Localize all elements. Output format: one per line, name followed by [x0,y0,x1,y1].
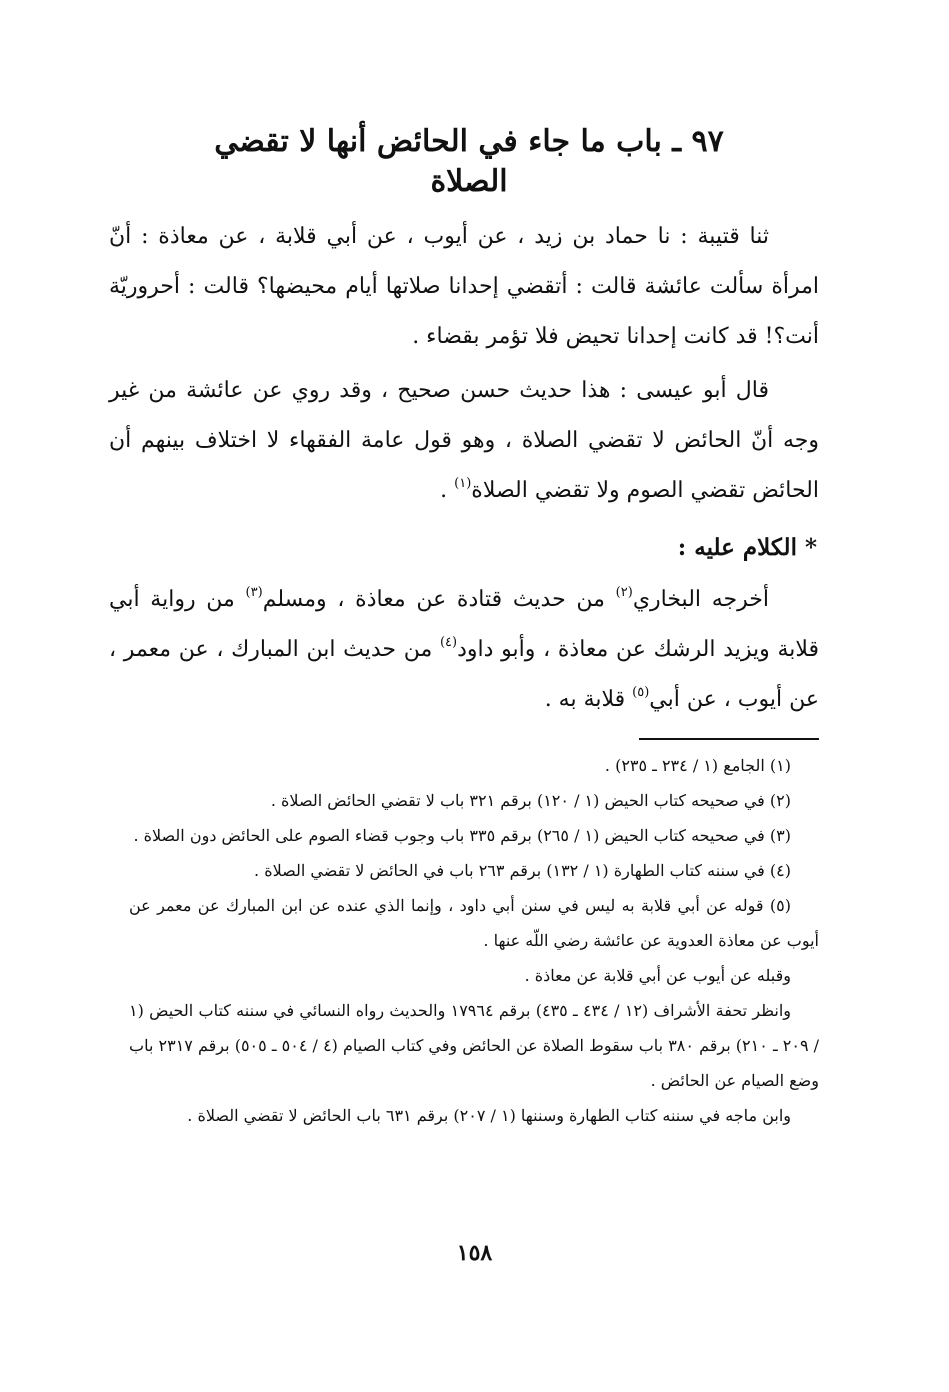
footnote-5: (٥) قوله عن أبي قلابة به ليس في سنن أبي داود ، وإنما الذي عنده عن ابن المبارك عن معمر عن أيوب عن معاذة العدوية عن عائشة رضي اللّه عنها . [129,896,819,950]
paragraph-hadith: ثنا قتيبة : نا حماد بن زيد ، عن أيوب ، عن أبي قلابة ، عن معاذة : أنّ امرأة سألت عائشة قالت : أتقضي إحدانا صلاتها أيام محيضها؟ قالت : أحروريّة أنت؟! قد كانت إحدانا تحيض فلا تؤمر بقضاء . [109,224,819,349]
takhrij-segment: من حديث ابن المبارك ، عن معمر ، عن أيوب ، عن أبي [109,637,819,712]
footnotes [129,748,819,1133]
footnote-4: (٤) في سننه كتاب الطهارة (١ / ١٣٢) برقم ٢٦٣ باب في الحائض لا تقضي الصلاة . [254,861,791,880]
takhrij-segment: أخرجه البخاري [632,587,769,612]
paragraph-commentary-end: . [440,478,455,503]
takhrij-segment: من رواية أبي قلابة ويزيد الرشك عن معاذة ، وأبو داود [109,587,820,662]
page-number: ١٥٨ [456,1240,493,1266]
chapter-title: ٩٧ ـ باب ما جاء في الحائض أنها لا تقضي الصلاة [214,124,724,199]
footnote-ref-5: (٥) [632,685,650,700]
footnote-5-references: وانظر تحفة الأشراف (١٢ / ٤٣٤ ـ ٤٣٥) برقم ١٧٩٦٤ والحديث رواه النسائي في سننه كتاب الحيض (١ / ٢٠٩ ـ ٢١٠) برقم ٣٨٠ باب سقوط الصلاة عن الحائض وفي كتاب الصيام (٤ / ٥٠٤ ـ ٥٠٥) برقم ٢٣١٧ باب وضع الصيام عن الحائض . [129,1001,820,1090]
takhrij-segment: قلابة به . [544,687,633,712]
footnote-ref-1: (١) [454,476,472,491]
footnote-ref-2: (٢) [615,585,633,600]
footnote-ref-3: (٣) [245,585,263,600]
footnote-5-ibn-majah: وابن ماجه في سننه كتاب الطهارة وسننها (١ / ٢٠٧) برقم ٦٣١ باب الحائض لا تقضي الصلاة . [187,1106,791,1125]
paragraph-commentary-text: قال أبو عيسى : هذا حديث حسن صحيح ، وقد روي عن عائشة من غير وجه أنّ الحائض لا تقضي الصلاة ، وهو قول عامة الفقهاء لا اختلاف بينهم أن الحائض تقضي الصوم ولا تقضي الصلاة [109,378,819,503]
paragraph-takhrij [109,575,819,725]
footnote-5-continued: وقبله عن أيوب عن أبي قلابة عن معاذة . [524,966,791,985]
footnote-ref-4: (٤) [439,635,458,650]
footnote-3: (٣) في صحيحه كتاب الحيض (١ / ٢٦٥) برقم ٣٣٥ باب وجوب قضاء الصوم على الحائض دون الصلاة . [133,826,791,845]
footnote-divider [639,738,819,740]
footnote-1: (١) الجامع (١ / ٢٣٤ ـ ٢٣٥) . [604,756,791,775]
section-heading: * الكلام عليه : [677,534,817,561]
paragraph-commentary [109,366,819,516]
footnote-2: (٢) في صحيحه كتاب الحيض (١ / ١٢٠) برقم ٣٢١ باب لا تقضي الحائض الصلاة . [270,791,791,810]
takhrij-segment: من حديث قتادة عن معاذة ، ومسلم [262,587,616,612]
